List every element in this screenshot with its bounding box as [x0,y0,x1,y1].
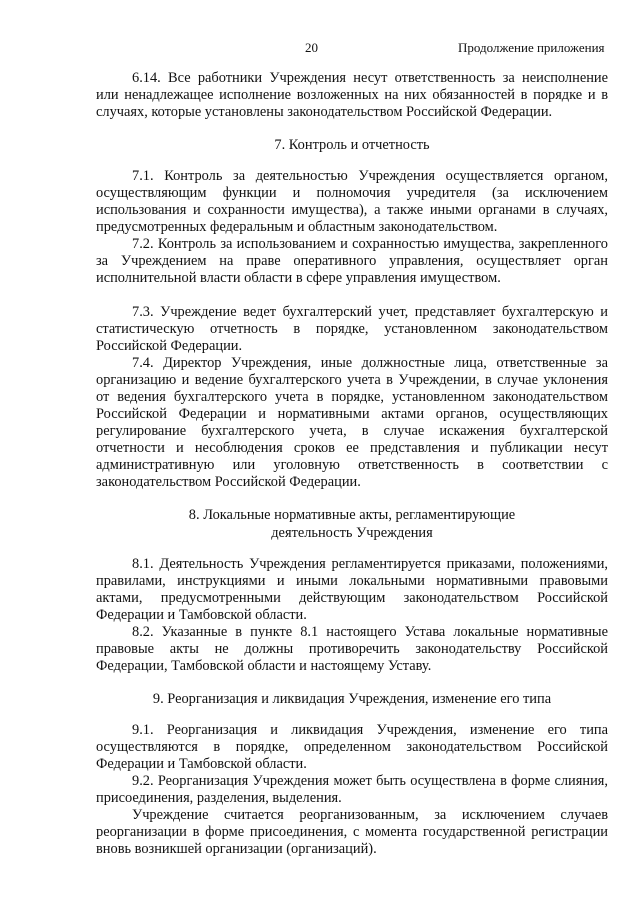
paragraph-7-3: 7.3. Учреждение ведет бухгалтерский учет, представляет бухгалтерскую и статистическую отчетность в порядке, установленном законодательством Российской Федерации. [96,304,608,354]
section-8-title-line2: деятельность Учреждения [271,525,433,541]
paragraph-7-2: 7.2. Контроль за использованием и сохранностью имущества, закрепленного за Учреждением на праве оперативного управления, осуществляет орган исполнительной власти области в сфере управления имуществом. [96,236,608,286]
section-7-title: 7. Контроль и отчетность [274,137,430,153]
section-8-title-line1: 8. Локальные нормативные акты, регламентирующие [188,507,516,523]
paragraph-9-2: 9.2. Реорганизация Учреждения может быть осуществлена в форме слияния, присоединения, разделения, выделения. [96,773,608,806]
paragraph-8-2: 8.2. Указанные в пункте 8.1 настоящего Устава локальные нормативные правовые акты не должны противоречить законодательству Российской Федерации, Тамбовской области и настоящему Уставу. [96,624,608,674]
paragraph-7-1: 7.1. Контроль за деятельностью Учреждения осуществляется органом, осуществляющим функции и полномочия учредителя (за исключением использования и сохранности имущества), а также иными органами в случаях, предусмотренных федеральным и областным законодательством. [96,168,608,235]
paragraph-8-1: 8.1. Деятельность Учреждения регламентируется приказами, положениями, правилами, инструкциями и иными локальными нормативными правовыми актами, предусмотренными действующим законодательством Российской Федерации и Тамбовской области. [96,556,608,623]
paragraph-6-14: 6.14. Все работники Учреждения несут ответственность за неисполнение или ненадлежащее исполнение возложенных на них обязанностей в порядке и в случаях, которые установлены законодательством Российской Федерации. [96,70,608,120]
section-9-title: 9. Реорганизация и ликвидация Учреждения, изменение его типа [152,691,552,707]
page-number: 20 [305,40,318,55]
continuation-label: Продолжение приложения [458,40,605,55]
paragraph-7-4: 7.4. Директор Учреждения, иные должностные лица, ответственные за организацию и ведение бухгалтерского учета в Учреждении, в случае уклонения от ведения бухгалтерского учета в порядке, установленном законодательством Российской Федерации и нормативными актами органов, осуществляющих регулирование бухгалтерского учета, в случае искажения бухгалтерской отчетности и несоблюдения сроков ее представления и публикации несут административную или уголовную ответственность в соответствии с законодательством Российской Федерации. [96,355,608,490]
paragraph-9-3: Учреждение считается реорганизованным, за исключением случаев реорганизации в форме присоединения, с момента государственной регистрации вновь возникшей организации (организаций). [96,807,608,857]
paragraph-9-1: 9.1. Реорганизация и ликвидация Учреждения, изменение его типа осуществляются в порядке, определенном законодательством Российской Федерации и Тамбовской области. [96,722,608,772]
